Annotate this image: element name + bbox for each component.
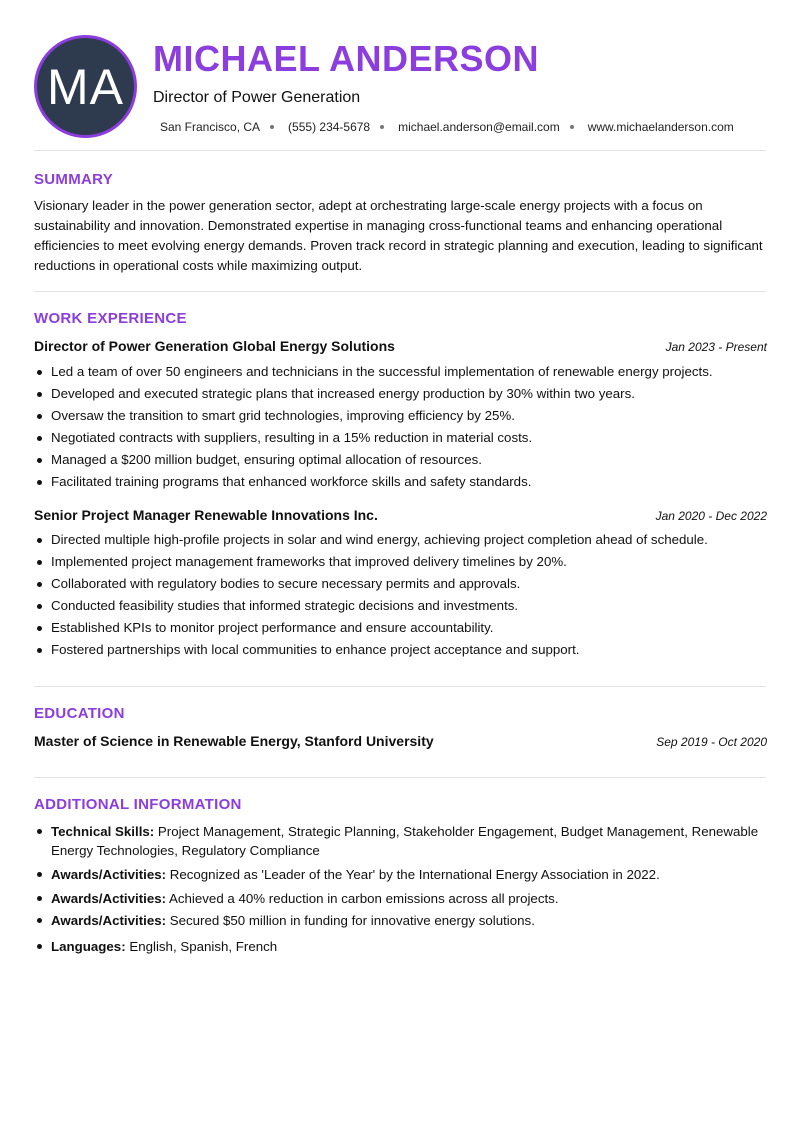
separator-dot-icon xyxy=(380,125,384,129)
separator-dot-icon xyxy=(570,125,574,129)
list-item xyxy=(34,937,766,956)
divider xyxy=(34,291,766,292)
list-item: Implemented project management frameworks that improved delivery timelines by 20%. xyxy=(34,551,766,573)
item-label: Languages: xyxy=(51,939,126,954)
item-label: Awards/Activities: xyxy=(51,913,167,928)
contact-bar xyxy=(160,120,770,134)
item-text: Secured $50 million in funding for innovative energy solutions. xyxy=(169,913,535,928)
list-item: Collaborated with regulatory bodies to secure necessary permits and approvals. xyxy=(34,573,766,595)
item-text: English, Spanish, French xyxy=(129,939,278,954)
job-bullets xyxy=(34,361,766,493)
list-item xyxy=(34,822,766,860)
education-entry xyxy=(34,733,767,749)
job-dates: Jan 2023 - Present xyxy=(665,340,767,354)
job-title: Senior Project Manager Renewable Innovations Inc. xyxy=(34,507,378,523)
contact-phone: (555) 234-5678 xyxy=(288,120,371,134)
education-heading: EDUCATION xyxy=(34,705,125,722)
job-dates: Jan 2020 - Dec 2022 xyxy=(655,509,767,523)
job-title: Director of Power Generation Global Energy Solutions xyxy=(34,338,395,354)
list-item: Negotiated contracts with suppliers, resulting in a 15% reduction in material costs. xyxy=(34,427,766,449)
job-header xyxy=(34,338,767,354)
item-text: Project Management, Strategic Planning, Stakeholder Engagement, Budget Management, Renewable Energy Technologies, Regulatory Compliance xyxy=(51,824,759,858)
summary-text: Visionary leader in the power generation sector, adept at orchestrating large-scale energy projects with a focus on sustainability and innovation. Demonstrated expertise in managing cross-functional teams and enhancing operational efficiencies to meet evolving energy demands. Proven track record in strategic planning and execution, leading to significant reductions in operational costs while maximizing output. xyxy=(34,198,763,273)
list-item xyxy=(34,889,766,908)
list-item: Facilitated training programs that enhanced workforce skills and safety standards. xyxy=(34,471,766,493)
contact-email[interactable]: michael.anderson@email.com xyxy=(398,120,560,134)
divider xyxy=(34,150,766,151)
list-item: Led a team of over 50 engineers and technicians in the successful implementation of renewable energy projects. xyxy=(34,361,766,383)
list-item: Established KPIs to monitor project performance and ensure accountability. xyxy=(34,617,766,639)
job-header xyxy=(34,507,767,523)
job-bullets xyxy=(34,529,766,661)
list-item xyxy=(34,865,766,884)
candidate-role: Director of Power Generation xyxy=(153,89,361,106)
education-dates: Sep 2019 - Oct 2020 xyxy=(656,735,767,749)
contact-location: San Francisco, CA xyxy=(160,120,261,134)
education-degree: Master of Science in Renewable Energy, Stanford University xyxy=(34,733,434,749)
list-item: Managed a $200 million budget, ensuring optimal allocation of resources. xyxy=(34,449,766,471)
separator-dot-icon xyxy=(270,125,274,129)
item-label: Technical Skills: xyxy=(51,824,155,839)
item-label: Awards/Activities: xyxy=(51,867,167,882)
list-item: Developed and executed strategic plans that increased energy production by 30% within two years. xyxy=(34,383,766,405)
contact-website[interactable]: www.michaelanderson.com xyxy=(587,120,734,134)
list-item: Oversaw the transition to smart grid technologies, improving efficiency by 25%. xyxy=(34,405,766,427)
list-item: Directed multiple high-profile projects in solar and wind energy, achieving project completion ahead of schedule. xyxy=(34,529,766,551)
list-item: Conducted feasibility studies that informed strategic decisions and investments. xyxy=(34,595,766,617)
avatar xyxy=(34,35,137,138)
divider xyxy=(34,686,766,687)
avatar-initials: MA xyxy=(47,58,124,115)
item-text: Achieved a 40% reduction in carbon emissions across all projects. xyxy=(169,891,559,906)
item-label: Awards/Activities: xyxy=(51,891,167,906)
list-item xyxy=(34,911,766,930)
experience-heading: WORK EXPERIENCE xyxy=(34,310,187,327)
additional-heading: ADDITIONAL INFORMATION xyxy=(34,796,242,813)
divider xyxy=(34,777,766,778)
summary-heading: SUMMARY xyxy=(34,171,114,188)
candidate-name: MICHAEL ANDERSON xyxy=(153,38,540,79)
list-item: Fostered partnerships with local communities to enhance project acceptance and support. xyxy=(34,639,766,661)
additional-list xyxy=(34,822,766,961)
item-text: Recognized as 'Leader of the Year' by the International Energy Association in 2022. xyxy=(169,867,660,882)
